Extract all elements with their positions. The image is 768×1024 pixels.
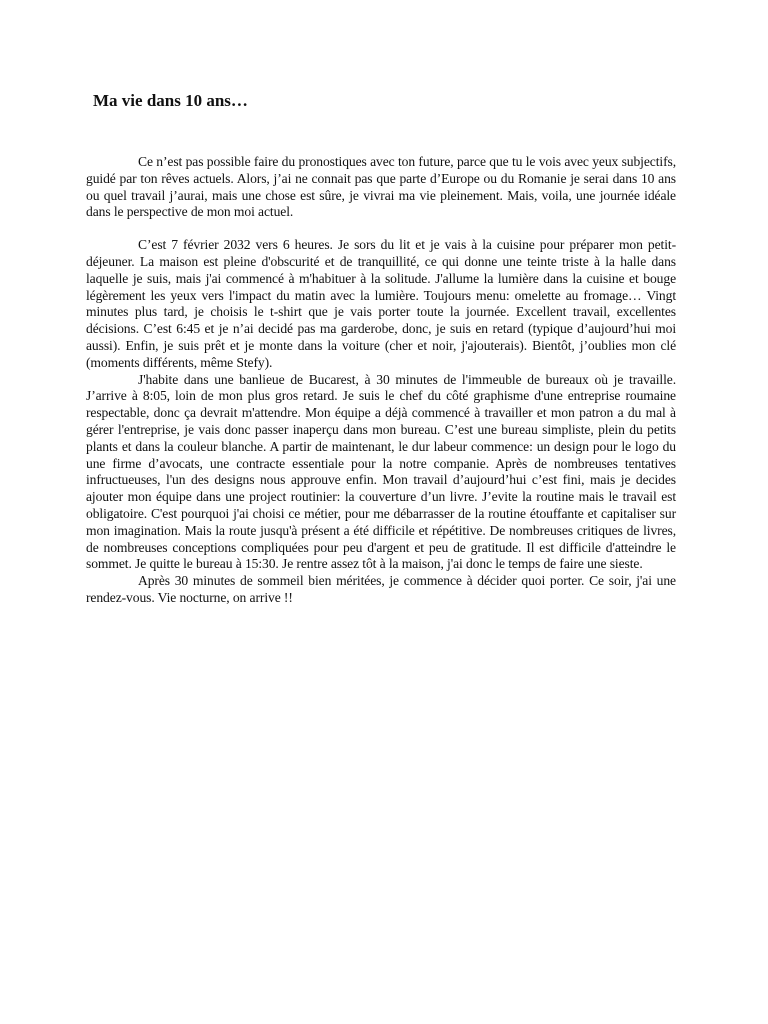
paragraph-morning: C’est 7 février 2032 vers 6 heures. Je sors du lit et je vais à la cuisine pour préparer mon petit-déjeuner. La maison est pleine d'obscurité et de tranquillité, ce qui donne une teinte triste à la halle dans laquelle je suis, mais j'ai commencé à m'habituer à la solitude. J'allume la lumière dans la cuisine et bouge légèrement les yeux vers l'impact du matin avec la lumière. Toujours menu: omelette au fromage… Vingt minutes plus tard, je choisis le t-shirt que je vais porter toute la journée. Excellent travail, excellentes décisions. C’est 6:45 et je n’ai decidé pas ma garderobe, donc, je suis en retard (typique d’aujourd’hui moi aussi). Enfin, je suis prêt et je monte dans la voiture (cher et noir, j'ajouterais). Bientôt, j’oublies mon clé (moments différents, même Stefy). <box>86 237 676 370</box>
paragraph-intro: Ce n’est pas possible faire du pronostiques avec ton future, parce que tu le vois avec yeux subjectifs, guidé par ton rêves actuels. Alors, j’ai ne connait pas que parte d’Europe ou du Romanie je serai dans 10 ans ou quel travail j’aurai, mais une chose est sûre, je vivrai ma vie pleinement. Mais, voila, une journée idéale dans le perspective de mon moi actuel. <box>86 154 676 220</box>
paragraph-evening: Après 30 minutes de sommeil bien méritées, je commence à décider quoi porter. Ce soir, j'ai une rendez-vous. Vie nocturne, on arrive !! <box>86 573 676 605</box>
paragraph-work: J'habite dans une banlieue de Bucarest, à 30 minutes de l'immeuble de bureaux où je travaille. J’arrive à 8:05, loin de mon plus gros retard. Je suis le chef du côté graphisme d'une entreprise roumaine respectable, donc ça devrait m'attendre. Mon équipe a déjà commencé à travailler et mon patron a du mal à gérer l'entreprise, je vais donc passer inaperçu dans mon bureau. C’est une bureau simpliste, plein du petits plants et dans la couleur blanche. A partir de maintenant, le dur labeur commence: un design pour le logo du une firme d’avocats, une contracte essentiale pour la notre companie. Après de nombreuses tentatives infructueuses, l'un des designs nous approuve enfin. Mon travail d’aujourd’hui c’est fini, mais je decides ajouter mon équipe dans une project routinier: la couverture d’un livre. J’evite la routine mais le travail est obligatoire. C'est pourquoi j'ai choisi ce métier, pour me débarrasser de la routine étouffante et capitaliser sur mon imagination. Mais la route jusqu'à présent a été difficile et répétitive. De nombreuses critiques de livres, de nombreuses conceptions compliquées pour peu d'argent et peu de gratitude. Il est difficile d'atteindre le sommet. Je quitte le bureau à 15:30. Je rentre assez tôt à la maison, j'ai donc le temps de faire une sieste. <box>86 371 676 572</box>
document-body <box>86 154 676 607</box>
document-title: Ma vie dans 10 ans… <box>93 91 248 110</box>
